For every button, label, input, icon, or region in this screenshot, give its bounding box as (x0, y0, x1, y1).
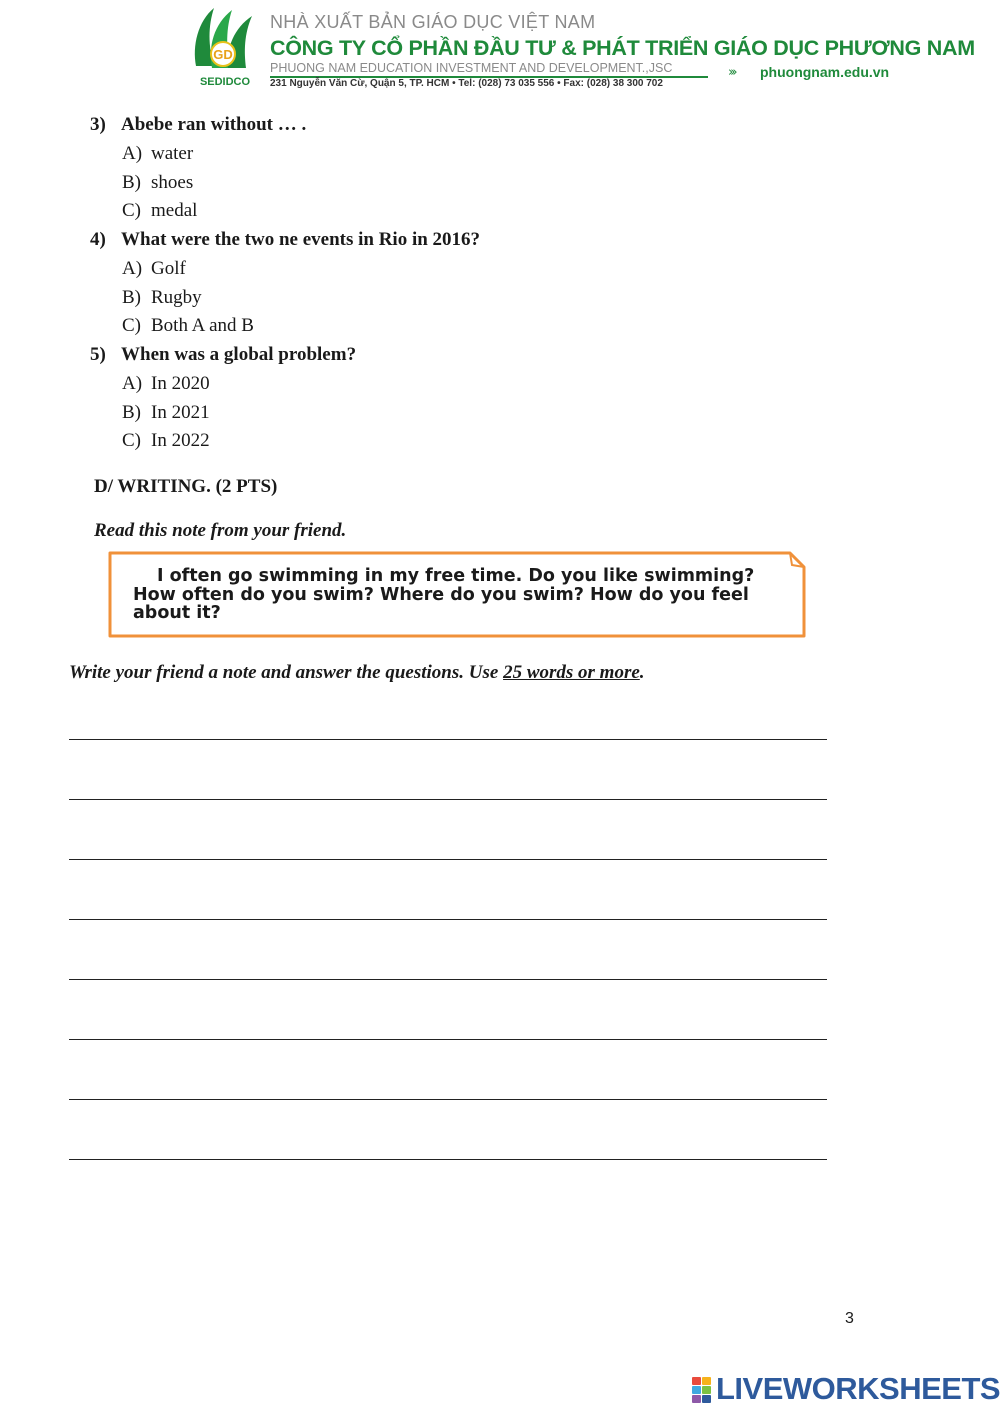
option-3c[interactable]: C) medal (122, 200, 198, 221)
answer-line[interactable] (69, 799, 827, 800)
read-instruction: Read this note from your friend. (94, 520, 347, 541)
answer-line[interactable] (69, 919, 827, 920)
option-3b[interactable]: B) shoes (122, 172, 194, 193)
publisher-name: NHÀ XUẤT BẢN GIÁO DỤC VIỆT NAM (270, 12, 596, 32)
option-3a[interactable]: A) water (122, 143, 194, 164)
answer-line[interactable] (69, 979, 827, 980)
answer-line[interactable] (69, 739, 827, 740)
answer-line[interactable] (69, 1099, 827, 1100)
question-5: 5) When was a global problem? (90, 344, 357, 365)
answer-line[interactable] (69, 1159, 827, 1160)
chevrons-right-icon: ››› (728, 65, 735, 80)
note-line: How often do you swim? Where do you swim? How do you feel (133, 584, 749, 605)
friend-note (133, 567, 773, 623)
note-line: I often go swimming in my free time. Do you like swimming? (157, 566, 755, 586)
word-count-requirement: 25 words or more (503, 662, 640, 683)
question-text: What were the two ne events in Rio in 2016? (121, 229, 481, 250)
option-5b[interactable]: B) In 2021 (122, 402, 210, 423)
question-text: Abebe ran without … . (121, 114, 307, 135)
page-header (190, 6, 975, 92)
option-4c[interactable]: C) Both A and B (122, 315, 254, 336)
logo-text: SEDIDCO (199, 76, 251, 88)
answer-line[interactable] (69, 859, 827, 860)
option-5c[interactable]: C) In 2022 (122, 430, 210, 451)
question-3: 3) Abebe ran without … . (90, 114, 307, 135)
page-number: 3 (845, 1310, 854, 1327)
question-text: When was a global problem? (121, 344, 357, 365)
section-title: D/ WRITING. (2 PTS) (94, 476, 278, 497)
answer-line[interactable] (69, 1039, 827, 1040)
question-4: 4) What were the two ne events in Rio in 2016? (90, 229, 481, 250)
company-name-en: PHUONG NAM EDUCATION INVESTMENT AND DEVELOPMENT.,JSC (270, 61, 673, 75)
option-5a[interactable]: A) In 2020 (122, 373, 210, 394)
writing-task: Write your friend a note and answer the questions. Use 25 words or more. (69, 662, 645, 683)
liveworksheets-grid-icon (692, 1377, 712, 1403)
note-line: about it? (133, 603, 221, 623)
company-address: 231 Nguyễn Văn Cừ, Quận 5, TP. HCM • Tel: (028) 73 035 556 • Fax: (028) 38 300 702 (270, 78, 663, 89)
option-4b[interactable]: B) Rugby (122, 287, 202, 308)
svg-text:GD: GD (213, 47, 233, 62)
option-4a[interactable]: A) Golf (122, 258, 186, 279)
liveworksheets-brand: LIVEWORKSHEETS (716, 1371, 1000, 1406)
company-name: CÔNG TY CỔ PHẦN ĐẦU TƯ & PHÁT TRIỂN GIÁO DỤC PHƯƠNG NAM (270, 36, 975, 60)
website-link[interactable]: phuongnam.edu.vn (760, 64, 890, 80)
